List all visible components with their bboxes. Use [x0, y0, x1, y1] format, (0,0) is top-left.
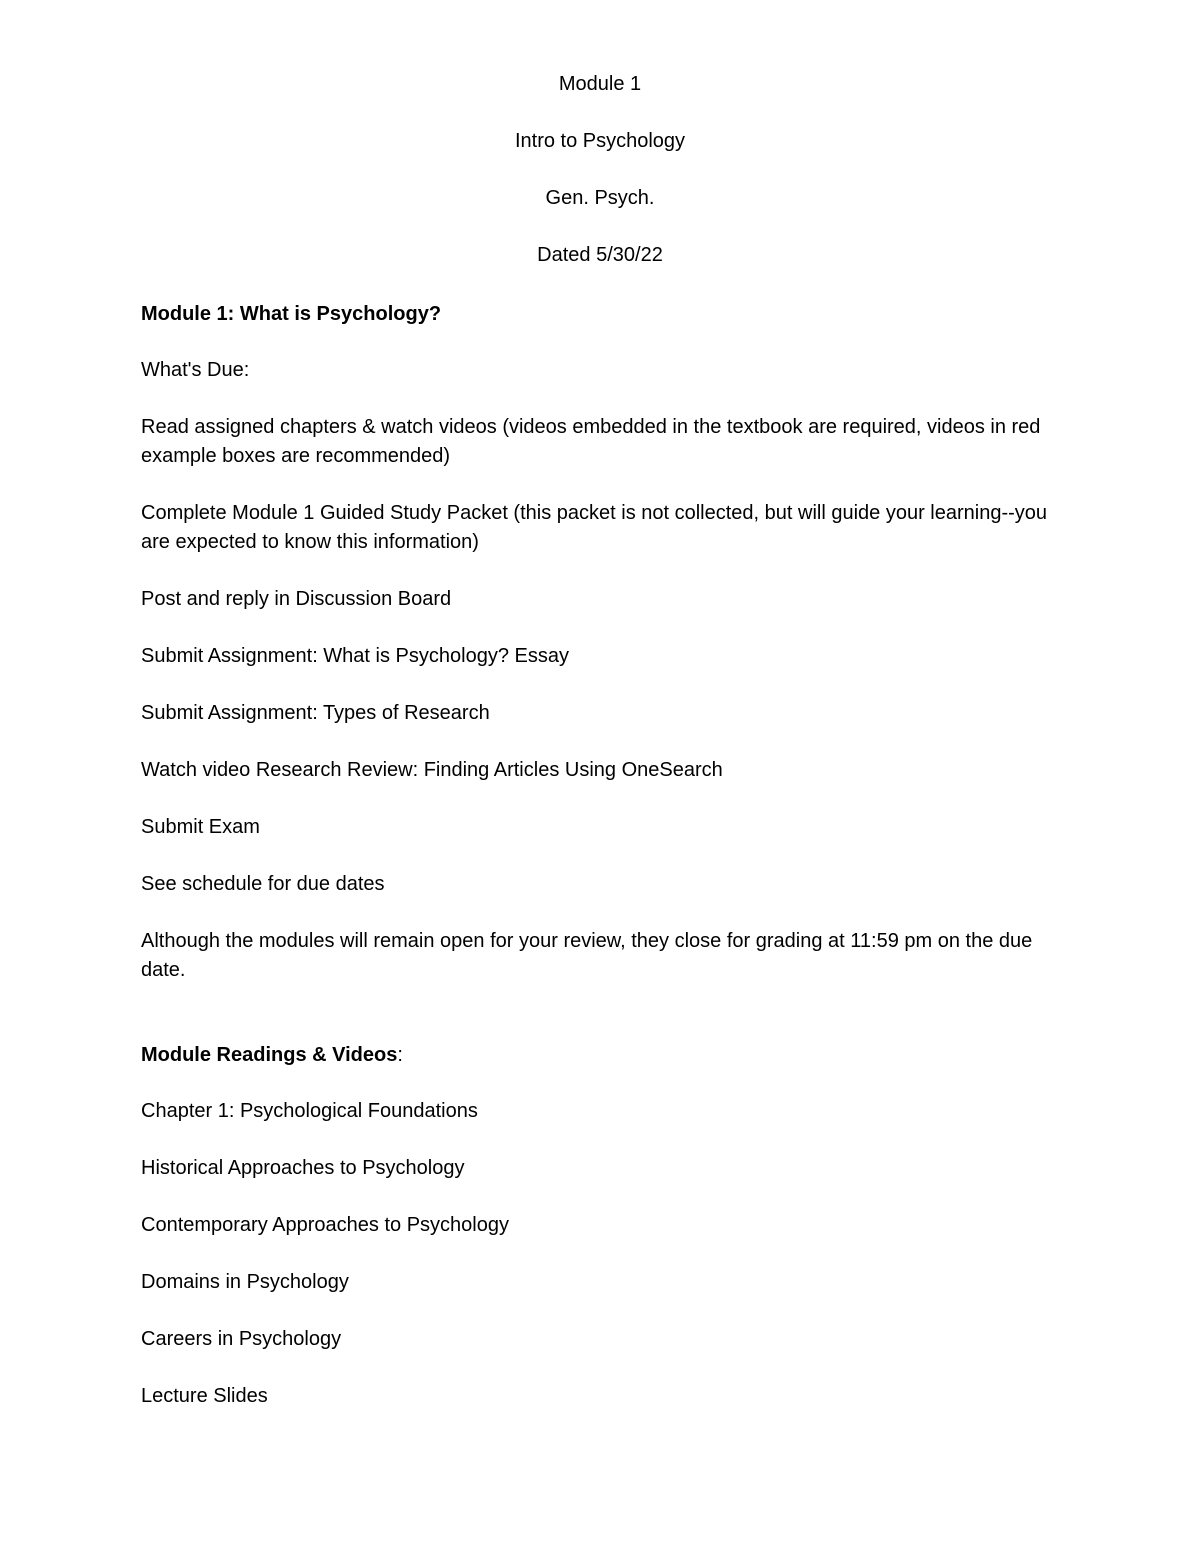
task-types-of-research: Submit Assignment: Types of Research	[141, 702, 490, 724]
reading-item: Chapter 1: Psychological Foundations	[141, 1100, 478, 1122]
readings-title-colon: :	[397, 1044, 403, 1066]
date-label: Dated 5/30/22	[537, 244, 663, 266]
module-label: Module 1	[558, 73, 642, 95]
task-essay: Submit Assignment: What is Psychology? Essay	[141, 645, 569, 667]
reading-item: Lecture Slides	[141, 1385, 268, 1407]
reading-item: Contemporary Approaches to Psychology	[141, 1214, 509, 1236]
section-spacer	[141, 1013, 1061, 1041]
course-title: Intro to Psychology	[514, 130, 686, 152]
document-body	[141, 300, 1061, 1439]
document-header	[0, 70, 1200, 298]
task-discussion-board: Post and reply in Discussion Board	[141, 588, 452, 610]
task-research-review-video: Watch video Research Review: Finding Articles Using OneSearch	[141, 759, 723, 781]
reading-item: Careers in Psychology	[141, 1328, 342, 1350]
grading-note: Although the modules will remain open for your review, they close for grading at 11:59 pm on the due date.	[141, 930, 1033, 981]
task-read-chapters: Read assigned chapters & watch videos (videos embedded in the textbook are required, videos in red example boxes are recommended)	[141, 416, 1041, 467]
readings-title-text: Module Readings & Videos	[141, 1044, 398, 1066]
reading-item: Historical Approaches to Psychology	[141, 1157, 465, 1179]
schedule-note: See schedule for due dates	[141, 873, 385, 895]
task-submit-exam: Submit Exam	[141, 816, 260, 838]
section-title-what-is-psychology: Module 1: What is Psychology?	[141, 303, 442, 325]
reading-item: Domains in Psychology	[141, 1271, 349, 1293]
whats-due-label: What's Due:	[141, 359, 250, 381]
task-study-packet: Complete Module 1 Guided Study Packet (this packet is not collected, but will guide your learning--you are expected to know this information)	[141, 502, 1048, 553]
section-title-readings-videos	[141, 1041, 1061, 1069]
subject-label: Gen. Psych.	[545, 187, 655, 209]
